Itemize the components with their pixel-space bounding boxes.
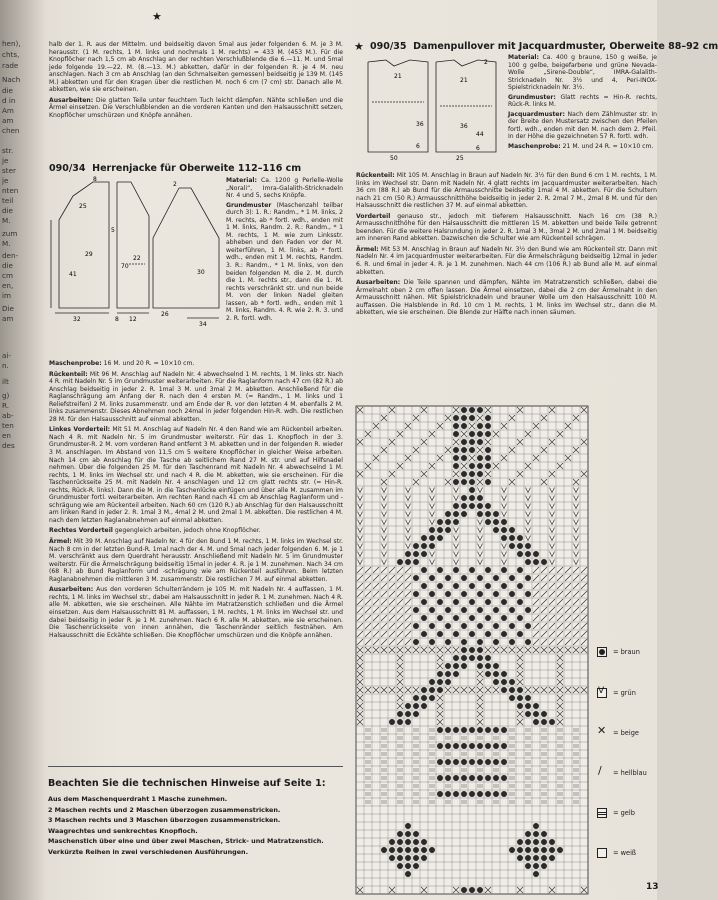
margin-fragment: im [2, 291, 11, 300]
pullover-gauge-text: 21 M. und 24 R. = 10×10 cm. [562, 143, 654, 151]
margin-fragment: g) [2, 391, 10, 400]
pullover-dim-50: 50 [390, 155, 398, 162]
pullover-jacquard-text: Nach dem Zählmuster str. In der Breite den Mustersatz zwischen den Pfeilen fortl. wdh., enden mit den M. nach dem 2. Pfeil. In der Höhe die gezeichneten 57 R. fortl. wdh. [508, 110, 658, 141]
jacket-dim-26: 26 [161, 311, 169, 318]
jacket-dim-70: 70 [121, 263, 129, 270]
pullover-title: Damenpullover mit Jacquardmuster, Oberweite 88–92 cm [413, 41, 718, 52]
legend-gelb [597, 808, 635, 818]
star-marker-right: ★ [354, 40, 364, 53]
margin-fragment: je [2, 156, 9, 165]
pullover-front-text: genauso str., jedoch mit tieferem Halsausschnitt. Nach 16 cm (38 R.) Armausschnitthöhe für den Halsausschnitt die mittleren 15 M. abketten und beide Teile getrennt beenden. Für die weitere Halsrundung in jeder 2. R. 1mal 3 M., 3mal 2 M. und 2mal 1 M. beidseitig am inneren Rand abketten. Dazwischen die Schulter wie am Rückenteil schrägen. [356, 212, 658, 243]
jacket-material-text: Ca. 1200 g Perlelle-Wolle „Norali“, Imra-Galalith-Stricknadeln Nr. 4 und 5, sechs Knöpfe. [226, 177, 344, 200]
legend-label-beige: = beige [613, 729, 639, 737]
pullover-material-text: Ca. 400 g braune, 150 g weiße, je 100 g gelbe, beigefarbene und grüne Nevada-Wolle „Sirene-Double“, IMRA-Galalith-Stricknadeln Nr. 3½ und 4, Peri-INOX-Spielstricknadeln Nr. 3½. [508, 54, 657, 92]
jacket-dim-41: 41 [69, 271, 77, 278]
jacket-title: Herrenjacke für Oberweite 112–116 cm [92, 163, 302, 174]
jacket-dim-22: 22 [133, 255, 141, 262]
notes-line: Verkürzte Reihen in zwei verschiedenen Ausführungen. [48, 847, 249, 856]
margin-fragment: M. [2, 216, 11, 225]
notes-line: 3 Maschen rechts und 3 Maschen überzogen zusammenstricken. [48, 816, 281, 824]
jacket-dim-5: 5 [111, 227, 115, 234]
jacket-left-front-text: Mit 51 M. Anschlag auf Nadeln Nr. 4 den Rand wie am Rückenteil arbeiten. Nach 4 R. mit Nadeln Nr. 5 im Grundmuster weiterstr. Für das 1. Knopfloch in der 3. Grundmuster-R. 2 M. vom vorderen Rand entfernt 3 M. abketten und in der folgenden R. wieder 3 M. anschlagen. Im Abstand von 11,5 cm 5 weitere Knopflöcher in gleicher Weise arbeiten. Nach 14 cm ab Anschlag für die Tasche ab seitlichem Rand 27 M. str. und auf Hilfsnadel nehmen. Über die folgenden 25 M. für den Taschenrand mit Nadeln Nr. 4 abwechselnd 1 M. rechts, 1 M. links im Wechsel str. und nach 4 R. die M. abketten, wie sie erscheinen. Für die Taschenrückseite 25 M. mit Nadeln Nr. 4 anschlagen und 12 cm glatt rechts str. (= Hin-R. rechts, Rück-R. links). Dann die M. in die Taschenlücke einfügen und über alle M. zusammen im Grundmuster fortl. weiterarbeiten. Am rechten Rand nach 41 cm ab Anschlag Raglanform und -schrägung wie am Rückenteil arbeiten. Nach 60 cm (120 R.) ab Anschlag für den Halsausschnitt am linken Rand in jeder 2. R. 1mal 3 M., 4mal 2 M. und 2mal 1 M. abketten. Die restlichen 4 M. nach dem letzten Raglanabnehmen auf einmal abketten. [49, 426, 343, 524]
margin-fragment: den- [2, 251, 19, 260]
jacket-dim-29: 29 [85, 251, 93, 258]
pullover-schematic [356, 56, 504, 162]
margin-fragment: je [2, 176, 9, 185]
margin-fragment: chen [2, 126, 20, 135]
legend-label-hellblau: = hellblau [613, 769, 647, 777]
legend-label-weiss: = weiß [613, 849, 637, 857]
jacket-dim-8: 8 [115, 316, 119, 323]
pullover-pattern-label: Grundmuster: [508, 93, 556, 101]
jacket-dim-12: 12 [129, 316, 137, 323]
margin-fragment: nten [2, 186, 19, 195]
pullover-dim-21a: 21 [394, 73, 402, 80]
notes-line: 2 Maschen rechts und 2 Maschen überzogen zusammenstricken. [48, 805, 281, 814]
pullover-dim-6a: 6 [416, 143, 420, 150]
legend-braun [597, 647, 640, 657]
pullover-dim-6b: 6 [476, 145, 480, 152]
margin-fragment: ilt [2, 377, 9, 386]
filled-circle-icon [597, 647, 607, 657]
jacket-material-block [226, 177, 343, 322]
jacket-instructions [49, 360, 343, 639]
pullover-pattern-text: Glatt rechts = Hin-R. rechts, Rück-R. links M. [508, 93, 657, 109]
jacket-heading [49, 163, 301, 174]
jacket-pattern-text: (Maschenzahl teilbar durch 3): 1. R.: Randm., * 1 M. links, 2 M. rechts, ab * fortl. wdh., enden mit 1 M. links, Randm. 2. R.: Randm., * 1 M. rechts, 1 M. wie zum Linksstr. abheben und den Faden vor der M. weiterführen, 1 M. links, ab * fortl. wdh., enden mit 1 M. rechts, Randm. 3. R.: Randm., * 1 M. links, von den beiden folgenden M. die 2. M. durch die 1. M. rechts str., dann die 1. M. rechts verschränkt str. und nun beide M. von der linken Nadel gleiten lassen, ab * fortl. wdh., enden mit 1 M. links, Randm. 4. R. wie 2. R. 3. und 2. R. fortl. wdh. [226, 201, 343, 322]
pullover-instructions [356, 172, 657, 317]
x-cross-icon: ✕ [597, 724, 607, 737]
assembly-text: Die glatten Teile unter feuchtem Tuch leicht dämpfen. Nähte schließen und die Ärmel einsetzen. Die Verschlußblenden an die vorderen Kanten und den Halsausschnitt setzen, Knopflöcher umschürzen und Knöpfe annähen. [49, 96, 344, 119]
pullover-material-block [508, 54, 657, 151]
jacket-assembly-text: Aus den vorderen Schulterrändern je 105 M. mit Nadeln Nr. 4 auffassen, 1 M. rechts, 1 M. links im Wechsel str., dabei am Halsausschnitt in jeder R. 1 M. zunehmen. Nach 4 R. alle M. abketten, wie sie erscheinen. Alle Nähte im Matratzenstich schließen und die Ärmel einsetzen. Aus dem Halsausschnitt 81 M. auffassen, 1 M. rechts, 1 M. links im Wechsel str. und dabei beidseitig in jeder R. je 1 M. zunehmen. Nach 6 R. alle M. abketten, wie sie erscheinen. Die Taschenrückseite von innen annähen, die Taschenränder seitlich festnähen. Am Halsausschnitt die Eckähte schließen. Die Knopflöcher umschürzen und die Knöpfe annähen. [49, 586, 344, 639]
pullover-dim-25: 25 [456, 155, 464, 162]
jacket-dim-25: 25 [79, 203, 87, 210]
pullover-sleeves-text: Mit 53 M. Anschlag in Braun auf Nadeln Nr. 3½ den Bund wie am Rückenteil str. Dann mit Nadeln Nr. 4 im Jacquardmuster weiterarbeiten. Für die Ärmelschrägung beidseitig 12mal in jeder 6. R. und 6mal in jeder 4. R. je 1 M. zunehmen. Nach 44 cm (106 R.) ab Bund alle M. auf einmal abketten. [356, 245, 658, 276]
jacket-number: 090/34 [49, 163, 86, 174]
margin-fragment: am [2, 116, 14, 125]
margin-fragment: cm [2, 271, 13, 280]
jacket-dim-top: 8 [93, 176, 97, 183]
legend-label-gruen: = grün [613, 689, 636, 697]
jacket-schematic [49, 176, 221, 328]
legend-weiss [597, 848, 636, 858]
jacket-gauge-text: 16 M. und 20 R. = 10×10 cm. [103, 360, 195, 367]
jacket-pattern-label: Grundmuster [226, 201, 272, 209]
legend-label-gelb: = gelb [613, 809, 635, 817]
notes-lines [48, 794, 343, 857]
margin-fragment: d in [2, 96, 16, 105]
pullover-back-text: Mit 105 M. Anschlag in Braun auf Nadeln Nr. 3½ für den Bund 6 cm 1 M. rechts, 1 M. links im Wechsel str. Dann mit Nadeln Nr. 4 glatt rechts im Jacquardmuster weiterarbeiten. Nach 36 cm (88 R.) ab Bund für die Armausschnitte beidseitig 1mal 4 M. abketten. Für die Schultern nach 21 cm (50 R.) Armausschnitthöhe beidseitig in jeder 2. R. 2mal 7 M., 2mal 8 M. und für den Halsausschnitt die restlichen 37 M. auf einmal abketten. [356, 172, 657, 210]
jacket-sleeves-label: Ärmel: [49, 538, 72, 546]
jacquard-count-chart [354, 404, 588, 894]
pullover-dim-21b: 21 [460, 77, 468, 84]
jacket-dim-32: 32 [73, 316, 81, 323]
pullover-dim-36: 36 [416, 121, 424, 128]
pullover-jacquard-label: Jacquardmuster: [508, 110, 565, 118]
margin-fragment: teil [2, 196, 14, 205]
slash-icon: / [598, 764, 602, 777]
top-left-paragraph: halb der 1. R. aus der Mittelm. und beidseitig davon 5mal aus jeder folgenden 6. M. je 3 M. herausstr. (1 M. rechts, 1 M. links und nochmals 1 M. rechts) = 433 M. (453 M.). Für die Knopflöcher nach 1,5 cm ab Anschlag an der rechten Verschlußblende die 6.—11. M. und 5mal jede folgende 19.—22. M. (8.—13. M.) abketten, dafür in der folgenden R. je 4 M. neu anschlagen. Nach 3 cm ab Anschlag (an den Schmalseiten gemessen) beidseitig je 139 M. (145 M.) abketten und für den Kragen über die restlichen M. noch 6 cm (7 cm) str. Danach alle M. abketten, wie sie erscheinen. [49, 41, 343, 94]
v-check-icon: V [597, 688, 607, 698]
margin-fragment: ster [2, 166, 16, 175]
jacket-right-front-text: gegengleich arbeiten, jedoch ohne Knopflöcher. [114, 527, 261, 535]
margin-fragment: ai- [2, 351, 11, 360]
jacket-right-front-label: Rechtes Vorderteil [49, 527, 113, 535]
jacket-material-label: Material: [226, 177, 257, 184]
page-number: 13 [646, 882, 659, 892]
margin-fragment: hen), [2, 39, 21, 48]
pullover-gauge-label: Maschenprobe: [508, 143, 561, 151]
jacket-dim-30: 30 [197, 269, 205, 276]
notes-line: Aus dem Maschenquerdraht 1 Masche zunehmen. [48, 795, 228, 803]
notes-line: Maschenstich über eine und über zwei Maschen, Strick- und Matratzenstich. [48, 837, 324, 845]
jacket-dim-2: 2 [173, 181, 177, 188]
margin-fragment: n. [2, 361, 9, 370]
margin-fragment: R. [2, 401, 10, 410]
pullover-dim-2: 2 [484, 59, 488, 66]
notes-line: Waagrechtes und senkrechtes Knopfloch. [48, 826, 198, 835]
margin-fragment: des [2, 441, 15, 450]
legend-hellblau [597, 764, 647, 778]
legend-gruen [597, 688, 636, 698]
margin-fragment: ten [2, 421, 14, 430]
margin-fragment: M. [2, 239, 11, 248]
margin-fragment: die [2, 261, 13, 270]
pullover-assembly-label: Ausarbeiten: [356, 279, 401, 287]
margin-fragment: am [2, 314, 14, 323]
pullover-number: 090/35 [370, 41, 407, 52]
pullover-dim-36b: 36 [460, 123, 468, 130]
jacket-dim-34: 34 [199, 321, 207, 328]
top-left-text-block [49, 41, 343, 119]
pullover-dim-44: 44 [476, 131, 484, 138]
margin-fragment: str. [2, 146, 14, 155]
jacket-sleeves-text: Mit 39 M. Anschlag auf Nadeln Nr. 4 für den Bund 1 M. rechts, 1 M. links im Wechsel str. Nach 8 cm in der letzten Bund-R. 1mal nach der 4. M. und 5mal nach jeder folgenden 6. M. je 1 M. verschränkt aus dem Querdraht herausstr. Anschließend mit Nadeln Nr. 5 im Grundmuster weiterstr. Für die Ärmelschrägung beidseitig 15mal in jeder 4. R. je 1 M. zunehmen. Nach 34 cm (68 R.) ab Bund Raglanform und -schrägung wie am Rückenteil ausführen. Beim letzten Raglanabnehmen die mittleren 3 M. zusammenstr. Die restlichen 7 M. auf einmal abketten. [49, 538, 343, 583]
margin-fragment: rade [2, 61, 19, 70]
jacket-gauge-label: Maschenprobe: [49, 360, 102, 367]
margin-fragment: zum [2, 229, 18, 238]
jacket-assembly-label: Ausarbeiten: [49, 586, 94, 594]
margin-fragment: die [2, 86, 13, 95]
pullover-front-label: Vorderteil [356, 212, 391, 220]
pullover-material-label: Material: [508, 54, 539, 61]
technical-notes [48, 766, 343, 857]
pullover-heading [370, 41, 718, 52]
margin-fragment: en [2, 431, 11, 440]
margin-fragment: Nach [2, 75, 21, 84]
jacket-back-text: Mit 96 M. Anschlag auf Nadeln Nr. 4 abwechselnd 1 M. rechts, 1 M. links str. Nach 4 R. mit Nadeln Nr. 5 im Grundmuster weiterarbeiten. Für die Raglanform nach 47 cm (82 R.) ab Anschlag beidseitig in jeder 2. R. 1mal 3 M. und 3mal 2 M. abketten. Anschließend für die Raglanschrägung am Anfang der R. nach den 4 ersten M. (= Randm., 1 M. links und 1 Reliefstreifen) 2 M. links zusammenstr. und am Ende der R. vor den letzten 4 M. ebenfalls 2 M. links zusammenstr. Dieses Abnehmen noch 24mal in jeder folgenden Hin-R. wdh. Die restlichen 28 M. für den Halsausschnitt auf einmal abketten. [49, 370, 344, 423]
assembly-label: Ausarbeiten: [49, 96, 94, 104]
pullover-sleeves-label: Ärmel: [356, 245, 379, 253]
margin-fragment: Am [2, 106, 14, 115]
empty-square-icon [597, 848, 607, 858]
star-marker: ★ [152, 10, 162, 23]
margin-fragment: chts, [2, 50, 20, 59]
legend-beige [597, 724, 639, 738]
margin-fragment: Die [2, 304, 14, 313]
jacket-left-front-label: Linkes Vorderteil: [49, 426, 111, 434]
margin-fragment: die [2, 206, 13, 215]
grid-lines-icon [597, 808, 607, 818]
jacket-back-label: Rückenteil: [49, 370, 88, 378]
notes-title: Beachten Sie die technischen Hinweise auf Seite 1: [48, 778, 326, 789]
pullover-back-label: Rückenteil: [356, 172, 395, 179]
pullover-assembly-text: Die Teile spannen und dämpfen, Nähte im Matratzenstich schließen, dabei die Ärmelnaht oben 2 cm offen lassen. Die Ärmel einsetzen, dabei die 2 cm der Ärmelnaht in den Armausschnitt nähen. Mit Spielstricknadeln und brauner Wolle um den Halsausschnitt 100 M. auffassen. Die Halsblende in Rd. 10 cm 1 M. rechts, 1 M. links im Wechsel str., dann die M. abketten, wie sie erscheinen. Die Blende zur Hälfte nach innen säumen. [356, 279, 657, 317]
margin-fragment: en, [2, 281, 14, 290]
left-margin-bleed [0, 0, 46, 900]
margin-fragment: ab- [2, 411, 14, 420]
legend-label-braun: = braun [613, 648, 640, 656]
